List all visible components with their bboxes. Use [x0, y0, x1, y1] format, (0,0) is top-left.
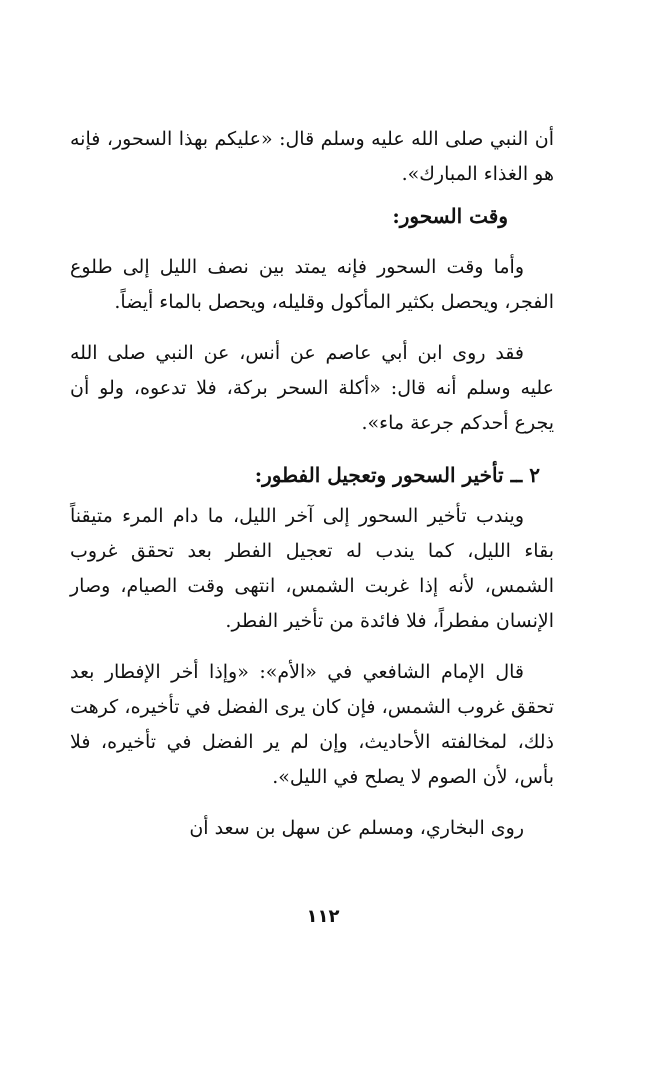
paragraph-1: أن النبي صلى الله عليه وسلم قال: «عليكم بهذا السحور، فإنه هو الغذاء المبارك». [70, 128, 554, 185]
page-number: ١١٢ [306, 906, 340, 927]
paragraph-6: روى البخاري، ومسلم عن سهل بن سعد أن [189, 817, 524, 839]
paragraph-5: قال الإمام الشافعي في «الأم»: «وإذا أخر الإفطار بعد تحقق غروب الشمس، فإن كان يرى الفضل في تأخيره، كرهت ذلك، لمخالفته الأحاديث، وإن لم ير الفضل في تأخيره، فلا بأس، لأن الصوم لا يصلح في الليل». [70, 661, 554, 788]
paragraph-2: وأما وقت السحور فإنه يمتد بين نصف الليل إلى طلوع الفجر، ويحصل بكثير المأكول وقليله، ويحصل بالماء أيضاً. [70, 256, 554, 313]
paragraph-4: ويندب تأخير السحور إلى آخر الليل، ما دام المرء متيقناً بقاء الليل، كما يندب له تعجيل الفطر بعد تحقق غروب الشمس، لأنه إذا غربت الشمس، انتهى وقت الصيام، وصار الإنسان مفطراً، فلا فائدة من تأخير الفطر. [70, 505, 554, 632]
section-heading-delay-suhoor: ٢ ــ تأخير السحور وتعجيل الفطور: [254, 463, 540, 487]
paragraph-3: فقد روى ابن أبي عاصم عن أنس، عن النبي صلى الله عليه وسلم أنه قال: «أكلة السحر بركة، فلا تدعوه، ولو أن يجرع أحدكم جرعة ماء». [70, 342, 554, 434]
page-body [70, 122, 554, 846]
section-heading-suhoor-time: وقت السحور: [392, 204, 508, 228]
